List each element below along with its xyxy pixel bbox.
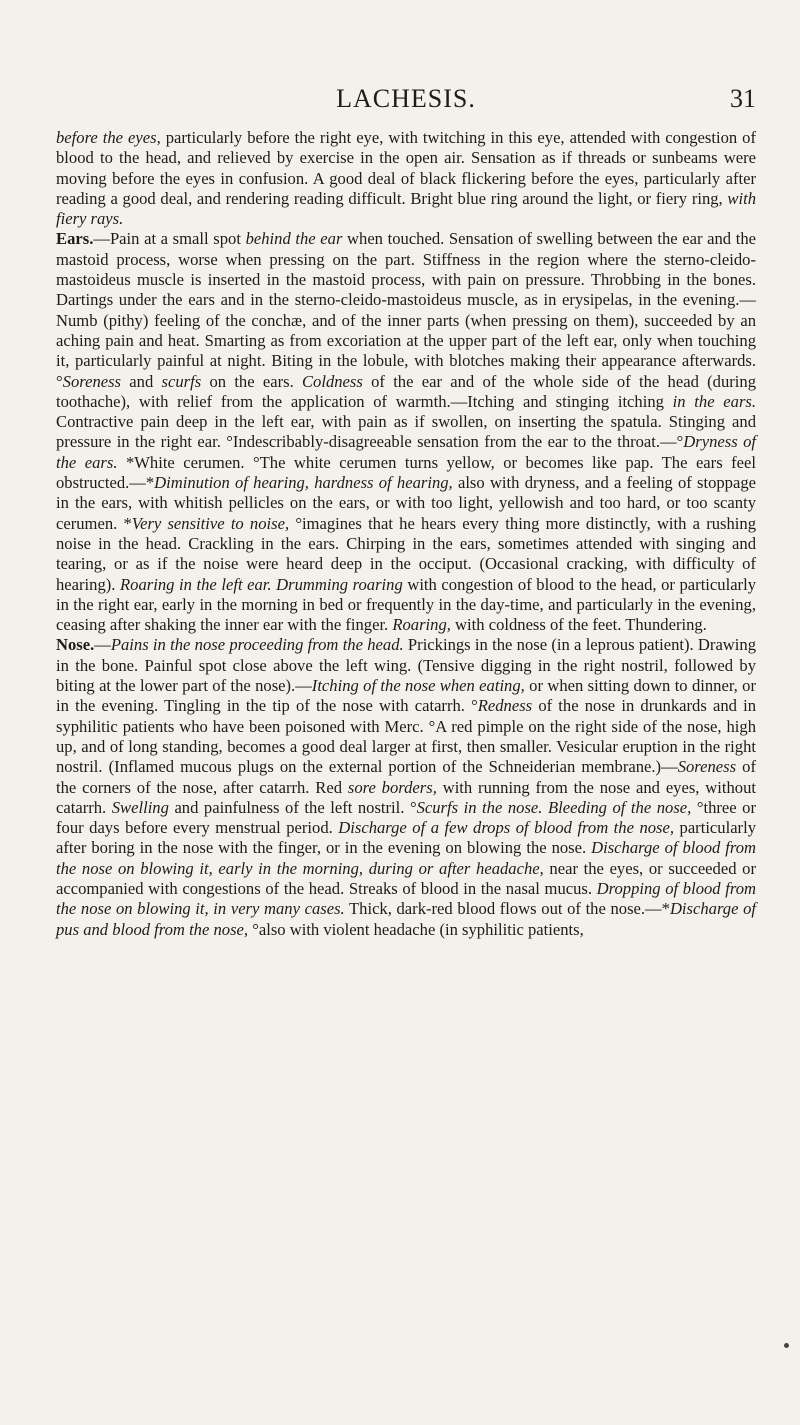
paragraph-ears [56, 229, 756, 635]
italic-run: Soreness [62, 371, 122, 391]
paragraph-eyes-continued [56, 128, 756, 229]
italic-run: Swelling [111, 797, 169, 817]
paragraph-nose [56, 635, 756, 939]
text-run: on the ears. [201, 371, 302, 391]
text-run: with running from the nose and eyes, without catarrh. [56, 777, 756, 817]
italic-run: Soreness [677, 757, 737, 777]
text-run: when touched. Sensation of swelling between the ear and the mastoid process, worse when pressing on the part. Stiffness in the region where the sterno-cleido-mastoideus muscle is inserted in the mastoid process, with pain on pressure. Throbbing in the bones. Dartings under the ears and in the sterno-cleido-mastoideus muscle, as in erysipelas, in the evening.—Numb (pithy) feeling of the conchæ, and of the inner parts (when pressing on them), succeeded by an aching pain and heat. Smarting as from excoriation at the upper part of the left ear, only when touching it, particularly painful at night. Biting in the lobule, with blotches making their appearance afterwards. ° [56, 229, 756, 391]
text-run: and [121, 371, 162, 391]
italic-run: in the ears. [672, 391, 757, 411]
text-run: of the nose in drunkards and in syphilitic patients who have been poisoned with Merc. °A red pimple on the right side of the nose, high up, and of long standing, becomes a good deal larger at first, then smaller. Vesicular eruption in the right nostril. (Inflamed mucous plugs on the external portion of the Schneiderian membrane.)— [56, 696, 756, 777]
text-run: also with dryness, and a feeling of stoppage in the ears, with whitish pellicles on the ears, or with too light, yellowish and too hard, or too scanty cerumen. * [56, 473, 757, 533]
scan-speck [784, 1343, 789, 1348]
page-number: 31 [730, 84, 756, 113]
italic-run: Itching of the nose when eating, [311, 676, 525, 696]
text-run: particularly after boring in the nose with the finger, or in the evening on blowing the nose. [56, 818, 756, 858]
italic-run: scurfs [161, 371, 202, 391]
italic-run: behind the ear [245, 229, 343, 249]
italic-run: before the eyes [56, 128, 157, 147]
text-run: °imagines that he hears every thing more distinctly, with a rushing noise in the head. Crackling in the ears. Chirping in the ears, sometimes attended with singing and tearing, or as if the noise were heard deep in the occiput. (Occasional cracking, with difficulty of hearing). [56, 513, 756, 594]
text-run: with coldness of the feet. Thundering. [450, 615, 707, 635]
italic-run: Diminution of hearing, hardness of hearing, [154, 473, 453, 493]
italic-run: Dryness of the ears. [56, 432, 756, 472]
italic-run: Discharge of pus and blood from the nose, [56, 899, 756, 939]
italic-run: Scurfs in the nose. Bleeding of the nose, [416, 797, 692, 817]
text-run: — [94, 635, 111, 655]
italic-run: Redness [477, 696, 533, 716]
italic-run: Discharge of a few drops of blood from the nose, [338, 818, 675, 838]
running-head [56, 84, 756, 114]
text-run: °three or four days before every menstrual period. [56, 797, 756, 838]
text-run: of the corners of the nose, after catarrh. Red [56, 757, 756, 797]
text-run: or when sitting down to dinner, or in the evening. Tingling in the tip of the nose with catarrh. ° [56, 676, 757, 716]
italic-run: with fiery rays. [56, 188, 756, 229]
text-run: —Pain at a small spot [93, 229, 246, 249]
italic-run: Roaring, [392, 615, 451, 635]
text-run: with congestion of blood to the head, or particularly in the right ear, early in the morning in bed or frequently in the day-time, and particularly in the evening, ceasing after shaking the inner ear with the finger. [56, 574, 756, 635]
section-heading: Ears. [56, 229, 94, 249]
text-run: Thick, dark-red blood flows out of the nose.—* [344, 899, 670, 919]
italic-run: Coldness [301, 371, 363, 391]
italic-run: Dropping of blood from the nose on blowing it, in very many cases. [56, 878, 756, 919]
text-run: near the eyes, or succeeded or accompanied with congestions of the head. Streaks of blood in the nasal mucus. [56, 858, 756, 898]
page-title: LACHESIS. [336, 84, 476, 113]
text-run: *White cerumen. °The white cerumen turns yellow, or becomes like pap. The ears feel obstructed.—* [56, 452, 756, 493]
italic-run: Discharge of blood from the nose on blowing it, early in the morning, during or after headache, [56, 838, 756, 878]
body-text [56, 128, 756, 940]
text-run: of the ear and of the whole side of the head (during toothache), with relief from the application of warmth.—Itching and stinging itching [56, 371, 756, 411]
italic-run: sore borders, [347, 777, 437, 797]
text-run: °also with violent headache (in syphilitic patients, [248, 919, 584, 939]
italic-run: Pains in the nose proceeding from the head. [110, 635, 404, 655]
text-run: , particularly before the right eye, with twitching in this eye, attended with congestion of blood to the head, and relieved by exercise in the open air. Sensation as if threads or sunbeams were moving before the eyes in confusion. A good deal of black flickering before the eyes, particularly after reading a good deal, and rendering reading difficult. Bright blue ring around the light, or fiery ring, [56, 128, 756, 208]
section-heading: Nose. [56, 635, 95, 655]
text-run: Contractive pain deep in the left ear, with pain as if swollen, on inserting the spatula. Stinging and pressure in the right ear. °Indescribably-disagreeable sensation from the ear to the throat.—° [56, 412, 756, 452]
text-run: and painfulness of the left nostril. ° [168, 797, 417, 817]
text-run: Prickings in the nose (in a leprous patient). Drawing in the bone. Painful spot close above the left wing. (Tensive digging in the right nostril, followed by biting at the lower part of the nose).— [56, 635, 756, 696]
italic-run: Very sensitive to noise, [131, 513, 290, 533]
italic-run: Roaring in the left ear. Drumming roaring [120, 574, 403, 594]
